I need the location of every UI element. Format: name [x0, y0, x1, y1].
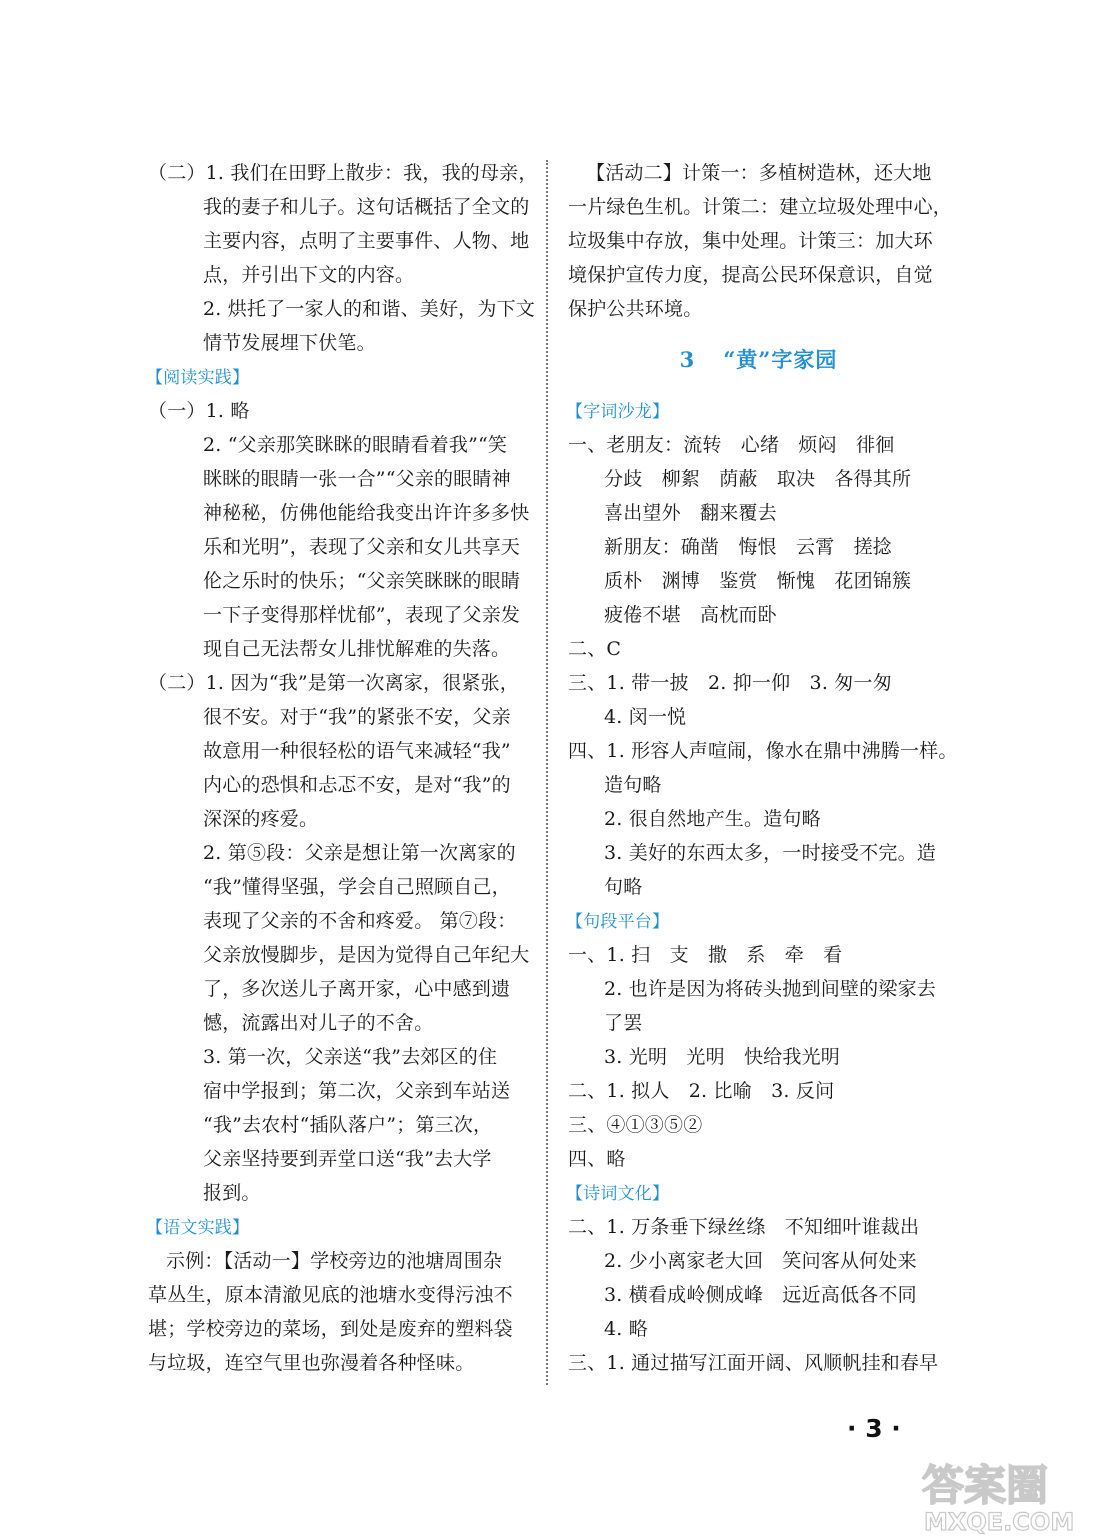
text-line: 分歧 柳絮 荫蔽 取决 各得其所 — [604, 468, 912, 490]
text-line: 憾，流露出对儿子的不舍。 — [203, 1012, 434, 1034]
text-line: 3. 美好的东西太多，一时接受不完。造 — [604, 842, 936, 864]
right-column — [566, 156, 958, 1380]
text-line: 一、1. 扫 支 撒 系 牵 看 — [568, 944, 843, 966]
text-line: 三、1. 通过描写江面开阔、风顺帆挂和春早 — [568, 1352, 939, 1374]
text-line: 2. 烘托了一家人的和谐、美好，为下文 — [203, 298, 535, 320]
text-line: 喜出望外 翻来覆去 — [604, 502, 777, 524]
text-line: 3. 第一次，父亲送“我”去郊区的住 — [203, 1046, 498, 1068]
text-line: 情节发展埋下伏笔。 — [203, 332, 376, 354]
text-line: 2. 很自然地产生。造句略 — [604, 808, 821, 830]
section-tag-reading-practice: 【阅读实践】 — [146, 368, 250, 388]
text-line: 句略 — [604, 876, 643, 898]
text-line: （二）1. 我们在田野上散步：我，我的母亲， — [148, 162, 538, 184]
text-line: 故意用一种很轻松的语气来减轻“我” — [203, 740, 511, 762]
text-line: 堪；学校旁边的菜场，到处是废弃的塑料袋 — [148, 1318, 513, 1340]
text-line: 一片绿色生机。计策二：建立垃圾处理中心， — [568, 196, 953, 218]
text-line: 宿中学报到；第二次，父亲到车站送 — [203, 1080, 511, 1102]
text-line: （一）1. 略 — [148, 400, 250, 422]
watermark-logo — [918, 1454, 1093, 1536]
text-line: 眯眯的眼睛一张一合”“父亲的眼睛神 — [203, 468, 511, 490]
text-line: 表现了父亲的不舍和疼爱。 第⑦段： — [203, 910, 517, 932]
text-line: 质朴 渊博 鉴赏 惭愧 花团锦簇 — [604, 570, 912, 592]
text-line: 2. 少小离家老大回 笑问客从何处来 — [604, 1250, 917, 1272]
text-line: 【活动二】计策一：多植树造林，还大地 — [586, 162, 932, 184]
text-line: 2. 也许是因为将砖头抛到间壁的梁家去 — [604, 978, 936, 1000]
text-line: 保护公共环境。 — [568, 298, 703, 320]
text-line: （二）1. 因为“我”是第一次离家，很紧张， — [148, 672, 519, 694]
text-line: 报到。 — [203, 1182, 261, 1204]
text-line: 2. “父亲那笑眯眯的眼睛看着我”“笑 — [203, 434, 508, 456]
text-line: 点，并引出下文的内容。 — [203, 264, 415, 286]
text-line: 父亲坚持要到弄堂口送“我”去大学 — [203, 1148, 492, 1170]
section-tag-language-practice: 【语文实践】 — [146, 1218, 250, 1238]
text-line: 父亲放慢脚步，是因为觉得自己年纪大 — [203, 944, 530, 966]
text-line: 伦之乐时的快乐；“父亲笑眯眯的眼睛 — [203, 570, 521, 592]
text-line: 一下子变得那样忧郁”，表现了父亲发 — [203, 604, 521, 626]
text-line: 二、C — [568, 638, 622, 660]
page-number: · 3 · — [847, 1414, 901, 1443]
text-line: 神秘秘，仿佛他能给我变出许许多多快 — [203, 502, 530, 524]
text-line: 我的妻子和儿子。这句话概括了全文的 — [203, 196, 530, 218]
column-divider — [546, 160, 548, 1385]
text-line: 4. 略 — [604, 1318, 648, 1340]
text-line: 四、略 — [568, 1148, 626, 1170]
text-line: “我”懂得坚强，学会自己照顾自己， — [203, 876, 511, 898]
text-line: 现自己无法帮女儿排忧解难的失落。 — [203, 638, 511, 660]
text-line: 主要内容，点明了主要事件、人物、地 — [203, 230, 530, 252]
text-line: 与垃圾，连空气里也弥漫着各种怪味。 — [148, 1352, 475, 1374]
text-line: 三、1. 带一披 2. 抑一仰 3. 匆一匆 — [568, 672, 892, 694]
section-title-text: “黄”字家园 — [723, 347, 838, 372]
text-line: 垃圾集中存放，集中处理。计策三：加大环 — [568, 230, 933, 252]
section-tag-word-salon: 【字词沙龙】 — [566, 402, 670, 422]
text-line: 草丛生，原本清澈见底的池塘水变得污浊不 — [148, 1284, 513, 1306]
watermark-text: 答案圈 — [922, 1461, 1049, 1510]
text-line: 示例：【活动一】学校旁边的池塘周围杂 — [166, 1250, 503, 1272]
text-line: “我”去农村“插队落户”；第三次， — [203, 1114, 493, 1136]
text-line: 内心的恐惧和忐忑不安，是对“我”的 — [203, 774, 511, 796]
text-line: 三、④①③⑤② — [568, 1114, 703, 1136]
text-line: 境保护宣传力度，提高公民环保意识，自觉 — [568, 264, 933, 286]
text-line: 四、1. 形容人声喧闹，像水在鼎中沸腾一样。 — [568, 740, 958, 762]
text-line: 4. 闵一悦 — [604, 706, 687, 728]
text-line: 乐和光明”，表现了父亲和女儿共享天 — [203, 536, 521, 558]
watermark-subtext: MXQE.COM — [924, 1508, 1075, 1536]
section-number: 3 — [679, 347, 696, 372]
text-line: 深深的疼爱。 — [203, 808, 319, 830]
text-line: 一、老朋友：流转 心绪 烦闷 徘徊 — [568, 434, 895, 456]
left-column — [146, 156, 538, 1380]
text-line: 了，多次送儿子离开家，心中感到遗 — [203, 978, 511, 1000]
section-title — [566, 326, 951, 394]
section-tag-sentence-platform: 【句段平台】 — [566, 912, 670, 932]
text-line: 了罢 — [604, 1012, 643, 1034]
text-line: 二、1. 拟人 2. 比喻 3. 反问 — [568, 1080, 835, 1102]
text-line: 2. 第⑤段：父亲是想让第一次离家的 — [203, 842, 516, 864]
text-line: 3. 横看成岭侧成峰 远近高低各不同 — [604, 1284, 917, 1306]
text-line: 疲倦不堪 高枕而卧 — [604, 604, 777, 626]
text-line: 很不安。对于“我”的紧张不安，父亲 — [203, 706, 511, 728]
text-line: 3. 光明 光明 快给我光明 — [604, 1046, 840, 1068]
text-line: 造句略 — [604, 774, 662, 796]
text-line: 新朋友：确凿 悔恨 云霄 搓捻 — [604, 536, 893, 558]
text-line: 二、1. 万条垂下绿丝绦 不知细叶谁裁出 — [568, 1216, 920, 1238]
section-tag-poetry-culture: 【诗词文化】 — [566, 1184, 670, 1204]
